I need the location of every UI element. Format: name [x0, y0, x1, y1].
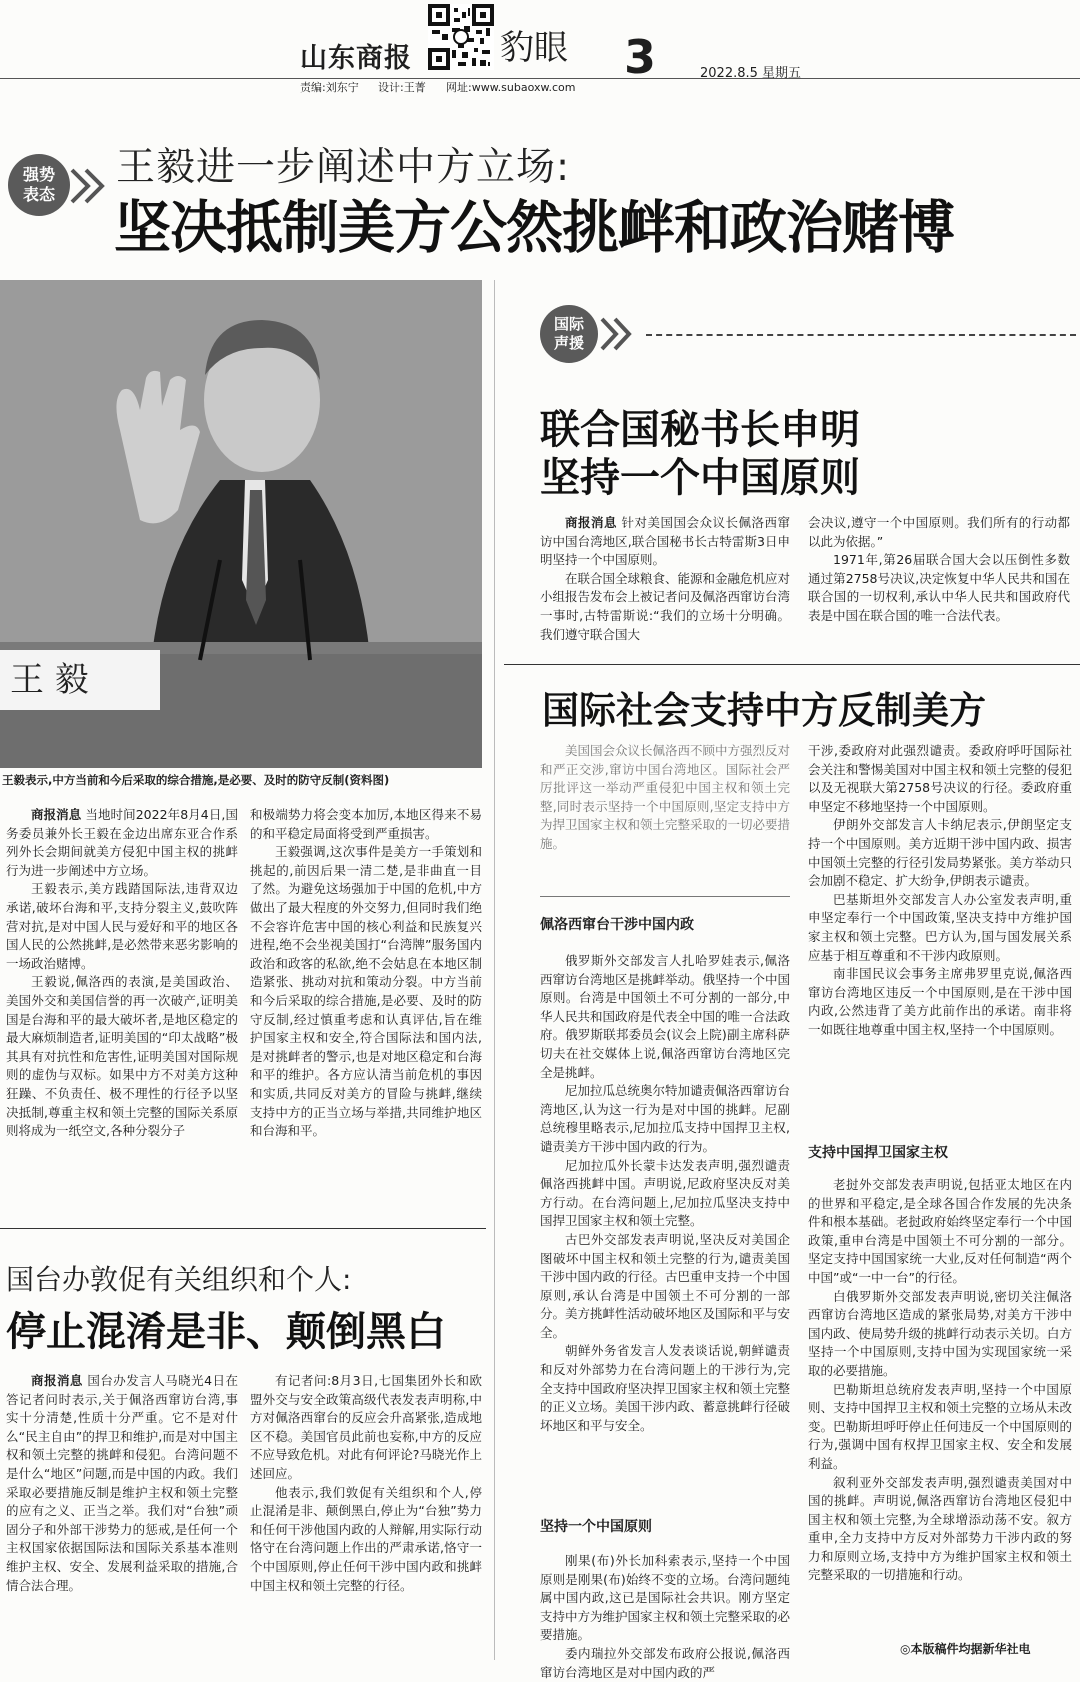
- lead-headline: 坚决抵制美方公然挑衅和政治赌博: [114, 195, 954, 261]
- lead-body-col2: [250, 806, 482, 1218]
- paper-name: 山东商报: [300, 43, 412, 74]
- un-headline-line1: 联合国秘书长申明: [540, 407, 860, 453]
- paragraph: 在联合国全球粮食、能源和金融危机应对小组报告发布会上被记者问及佩洛西窜访台湾一事时,古特雷斯说:“我们的立场十分明确。我们遵守联合国大: [540, 570, 791, 642]
- qr-code: [428, 4, 494, 70]
- paragraph: 王毅表示,美方践踏国际法,违背双边承诺,破坏台海和平,支持分裂主义,鼓吹阵营对抗,是对中国人民与爱好和平的地区各国人民的公然挑衅,是必然带来恶劣影响的一场政治赌博。: [6, 881, 238, 971]
- chevron-arrows-icon: [598, 316, 638, 352]
- lead-in-label: 商报消息: [31, 807, 82, 822]
- paragraph: 有记者问:8月3日,七国集团外长和欧盟外交与安全政策高级代表发表声明称,中方对佩洛西窜台的反应会升高紧张,造成地区不稳。美国官员此前也妄称,中方的反应不应导致危机。对此有何评论?马晓光作上述回应。: [250, 1373, 482, 1481]
- photo-caption: 王毅表示,中方当前和今后采取的综合措施,是必要、及时的防守反制(资料图): [2, 773, 390, 787]
- tao-body-col2: [250, 1372, 482, 1662]
- tao-headline: 停止混淆是非、颠倒黑白: [6, 1309, 446, 1355]
- un-headline-line2: 坚持一个中国原则: [540, 455, 860, 501]
- paragraph: 和极端势力将会变本加厉,本地区得来不易的和平稳定局面将受到严重损害。: [250, 807, 482, 841]
- intl-subhead-3: 支持中国捍卫国家主权: [808, 1145, 948, 1161]
- nameplate-text: 王 毅: [10, 660, 89, 700]
- intl-subhead-1: 佩洛西窜台干涉中国内政: [540, 917, 694, 933]
- website-line: 网址:www.subaoxw.com: [446, 81, 576, 94]
- un-body-col2: [808, 514, 1070, 646]
- source-credit: ◎本版稿件均据新华社电: [900, 1642, 1031, 1656]
- chevron-arrows-icon: [68, 166, 110, 206]
- page-number: 3: [624, 30, 657, 84]
- lead-tag-badge: 强势 表态: [8, 154, 70, 216]
- un-tag-badge: 国际 声援: [540, 305, 598, 363]
- tao-kicker: 国台办敦促有关组织和个人:: [6, 1263, 352, 1296]
- tao-body-col1: 商报消息 国台办发言人马晓光4日在答记者问时表示,关于佩洛西窜访台湾,事实十分清楚,性质十分严重。它不是对什么“民主自由”的捍卫和维护,而是对中国主权和领土完整的挑衅和侵犯。台湾问题不是什么“地区”问题,而是中国的内政。我们采取必要措施反制是维护主权和领土完整的应有之义、正当之举。我们对“台独”顽固分子和外部干涉势力的惩戒,是任何一个主权国家依据国际法和国际关系基本准则维护主权、安全、发展利益采取的措施,合情合法合理。: [6, 1373, 238, 1593]
- intl-headline: 国际社会支持中方反制美方: [542, 689, 986, 732]
- lead-photo: [0, 280, 482, 768]
- paragraph: 会决议,遵守一个中国原则。我们所有的行动都以此为依据。”: [808, 515, 1070, 549]
- page-date: 2022.8.5 星期五: [700, 66, 802, 81]
- lead-kicker: 王毅进一步阐述中方立场:: [116, 145, 571, 190]
- design-line: 设计:王菁: [378, 81, 426, 94]
- intl-sec3: 老挝外交部发表声明说,包括亚太地区在内的世界和平稳定,是全球各国合作发展的先决条件和根本基础。老挝政府始终坚定奉行一个中国政策,重申台湾是中国领土不可分割的一部分。坚定支持中国国家统一大业,反对任何制造“两个中国”或“一中一台”的行径。 白俄罗斯外交部发表声明说,密切关注佩洛西窜访台湾地区造成的紧张局势,对美方干涉中国内政、使局势升级的挑衅行动表示关切。白方坚持一个中国原则,支持中国为实现国家统一采取的必要措施。 巴勒斯坦总统府发表声明,坚持一个中国原则、支持中国捍卫主权和领土完整的立场从未改变。巴勒斯坦呼吁停止任何违反一个中国原则的行为,强调中国有权捍卫国家主权、安全和发展利益。 叙利亚外交部发表声明,强烈谴责美国对中国的挑衅。声明说,佩洛西窜访台湾地区侵犯中国主权和领土完整,为全球增添动荡不安。叙方重申,全力支持中方反对外部势力干涉内政的努力和原则立场,支持中方为维护国家主权和领土完整采取的一切措施和行动。: [808, 1177, 1072, 1583]
- intl-intro: 美国国会众议长佩洛西不顾中方强烈反对和严正交涉,窜访中国台湾地区。国际社会严厉批评这一举动严重侵犯中国主权和领土完整,同时表示坚持一个中国原则,坚定支持中方为捍卫国家主权和领土完整采取的一切必要措施。: [540, 743, 791, 851]
- intl-col2: 干涉,委政府对此强烈谴责。委政府呼吁国际社会关注和警惕美国对中国主权和领土完整的侵犯以及无视联大第2758号决议的行径。委政府重申坚定不移地坚持一个中国原则。 伊朗外交部发言人卡纳尼表示,伊朗坚定支持一个中国原则。美方近期干涉中国内政、损害中国领土完整的行径引发局势紧张。美方举动只会加剧不稳定、扩大纷争,伊朗表示谴责。 巴基斯坦外交部发言人办公室发表声明,重申坚定奉行一个中国政策,坚决支持中方维护国家主权和领土完整。巴方认为,国与国发展关系应基于相互尊重和不干涉内政原则。 南非国民议会事务主席弗罗里克说,佩洛西窜访台湾地区违反一个中国原则,是在干涉中国内政,公然违背了美方此前作出的承诺。南非将一如既往地尊重中国主权,坚持一个中国原则。: [808, 743, 1072, 1037]
- lead-body-col1: 商报消息 当地时间2022年8月4日,国务委员兼外长王毅在金边出席东亚合作系列外长会期间就美方侵犯中国主权的挑衅行为进一步阐述中方立场。 王毅表示,美方践踏国际法,违背双边承诺,破坏台海和平,支持分裂主义,鼓吹阵营对抗,是对中国人民与爱好和平的地区各国人民的公然挑衅,是必然带来恶劣影响的一场政治赌博。 王毅说,佩洛西的表演,是美国政治、美国外交和美国信誉的再一次破产,证明美国是台海和平的最大破坏者,是地区稳定的最大麻烦制造者,证明美国的“印太战略”极其具有对抗性和危害性,证明美国对国际规则的虚伪与双标。如果中方不对美方这种狂躁、不负责任、极不理性的行径予以坚决抵制,尊重主权和领土完整的国际关系原则将成为一纸空文,各种分裂分子: [6, 806, 238, 1218]
- paragraph: 王毅说,佩洛西的表演,是美国政治、美国外交和美国信誉的再一次破产,证明美国是台海和平的最大破坏者,是地区稳定的最大麻烦制造者,证明美国的“印太战略”极其具有对抗性和危害性,证明美国对国际规则的虚伪与双标。如果中方不对美方这种狂躁、不负责任、极不理性的行径予以坚决抵制,尊重主权和领土完整的国际关系原则将成为一纸空文,各种分裂分子: [6, 974, 238, 1139]
- intl-sec2: 刚果(布)外长加科索表示,坚持一个中国原则是刚果(布)始终不变的立场。台湾问题纯属中国内政,这已是国际社会共识。刚方坚定支持中方为维护国家主权和领土完整采取的必要措施。 委内瑞拉外交部发布政府公报说,佩洛西窜访台湾地区是对中国内政的严: [540, 1553, 791, 1680]
- paragraph: 王毅强调,这次事件是美方一手策划和挑起的,前因后果一清二楚,是非曲直一目了然。为避免这场强加于中国的危机,中方做出了最大程度的外交努力,但同时我们绝不会容许危害中国的核心利益和民族复兴进程,绝不会坐视美国打“台湾牌”服务国内政治和政客的私欲,绝不会姑息在本地区制造紧张、挑动对抗和策动分裂。中方当前和今后采取的综合措施,是必要、及时的防守反制,经过慎重考虑和认真评估,旨在维护国家主权和安全,符合国际法和国内法,是对挑衅者的警示,也是对地区稳定和台海和平的维护。各方应认清当前危机的事因和实质,共同反对美方的冒险与挑衅,继续支持中方的正当立场与举措,共同维护地区和台海和平。: [250, 844, 482, 1139]
- paragraph: 他表示,我们敦促有关组织和个人,停止混淆是非、颠倒黑白,停止为“台独”势力和任何干涉他国内政的人辩解,用实际行动恪守在台湾问题上作出的严肃承诺,恪守一个中国原则,停止任何干涉中国内政和挑衅中国主权和领土完整的行径。: [250, 1484, 482, 1593]
- masthead: [0, 0, 1080, 96]
- section-name: 豹眼: [500, 28, 568, 68]
- paragraph: 1971年,第26届联合国大会以压倒性多数通过第2758号决议,决定恢复中华人民共和国在联合国的一切权利,承认中华人民共和国政府代表是中国在联合国的唯一合法代表。: [808, 552, 1070, 623]
- editor-line: 责编:刘东宁: [300, 81, 359, 94]
- un-body-col1: 商报消息 针对美国国会众议长佩洛西窜访中国台湾地区,联合国秘书长古特雷斯3日申明坚持一个中国原则。 在联合国全球粮食、能源和金融危机应对小组报告发布会上被记者问及佩洛西窜访台湾一事时,古特雷斯说:“我们的立场十分明确。我们遵守联合国大: [540, 514, 790, 646]
- intl-subhead-2: 坚持一个中国原则: [540, 1519, 652, 1535]
- dotted-rule: [646, 334, 1076, 336]
- intl-sec1: 俄罗斯外交部发言人扎哈罗娃表示,佩洛西窜访台湾地区是挑衅举动。俄坚持一个中国原则。台湾是中国领土不可分割的一部分,中华人民共和国政府是代表全中国的唯一合法政府。俄罗斯联邦委员会(议会上院)副主席科萨切夫在社交媒体上说,佩洛西窜访台湾地区完全是挑衅。 尼加拉瓜总统奥尔特加谴责佩洛西窜访台湾地区,认为这一行为是对中国的挑衅。尼副总统穆里略表示,尼加拉瓜支持中国捍卫主权,谴责美方干涉中国内政的行为。 尼加拉瓜外长蒙卡达发表声明,强烈谴责佩洛西挑衅中国。声明说,尼政府坚决反对美方行动。在台湾问题上,尼加拉瓜坚决支持中国捍卫国家主权和领土完整。 古巴外交部发表声明说,坚决反对美国企图破坏中国主权和领土完整的行为,谴责美国干涉中国内政的行径。古巴重申支持一个中国原则,承认台湾是中国领土不可分割的一部分。美方挑衅性活动破坏地区及国际和平与安全。 朝鲜外务省发言人发表谈话说,朝鲜谴责和反对外部势力在台湾问题上的干涉行为,完全支持中国政府坚决捍卫国家主权和领土完整的正义立场。美国干涉内政、蓄意挑衅行径破坏地区和平与安全。: [540, 953, 791, 1433]
